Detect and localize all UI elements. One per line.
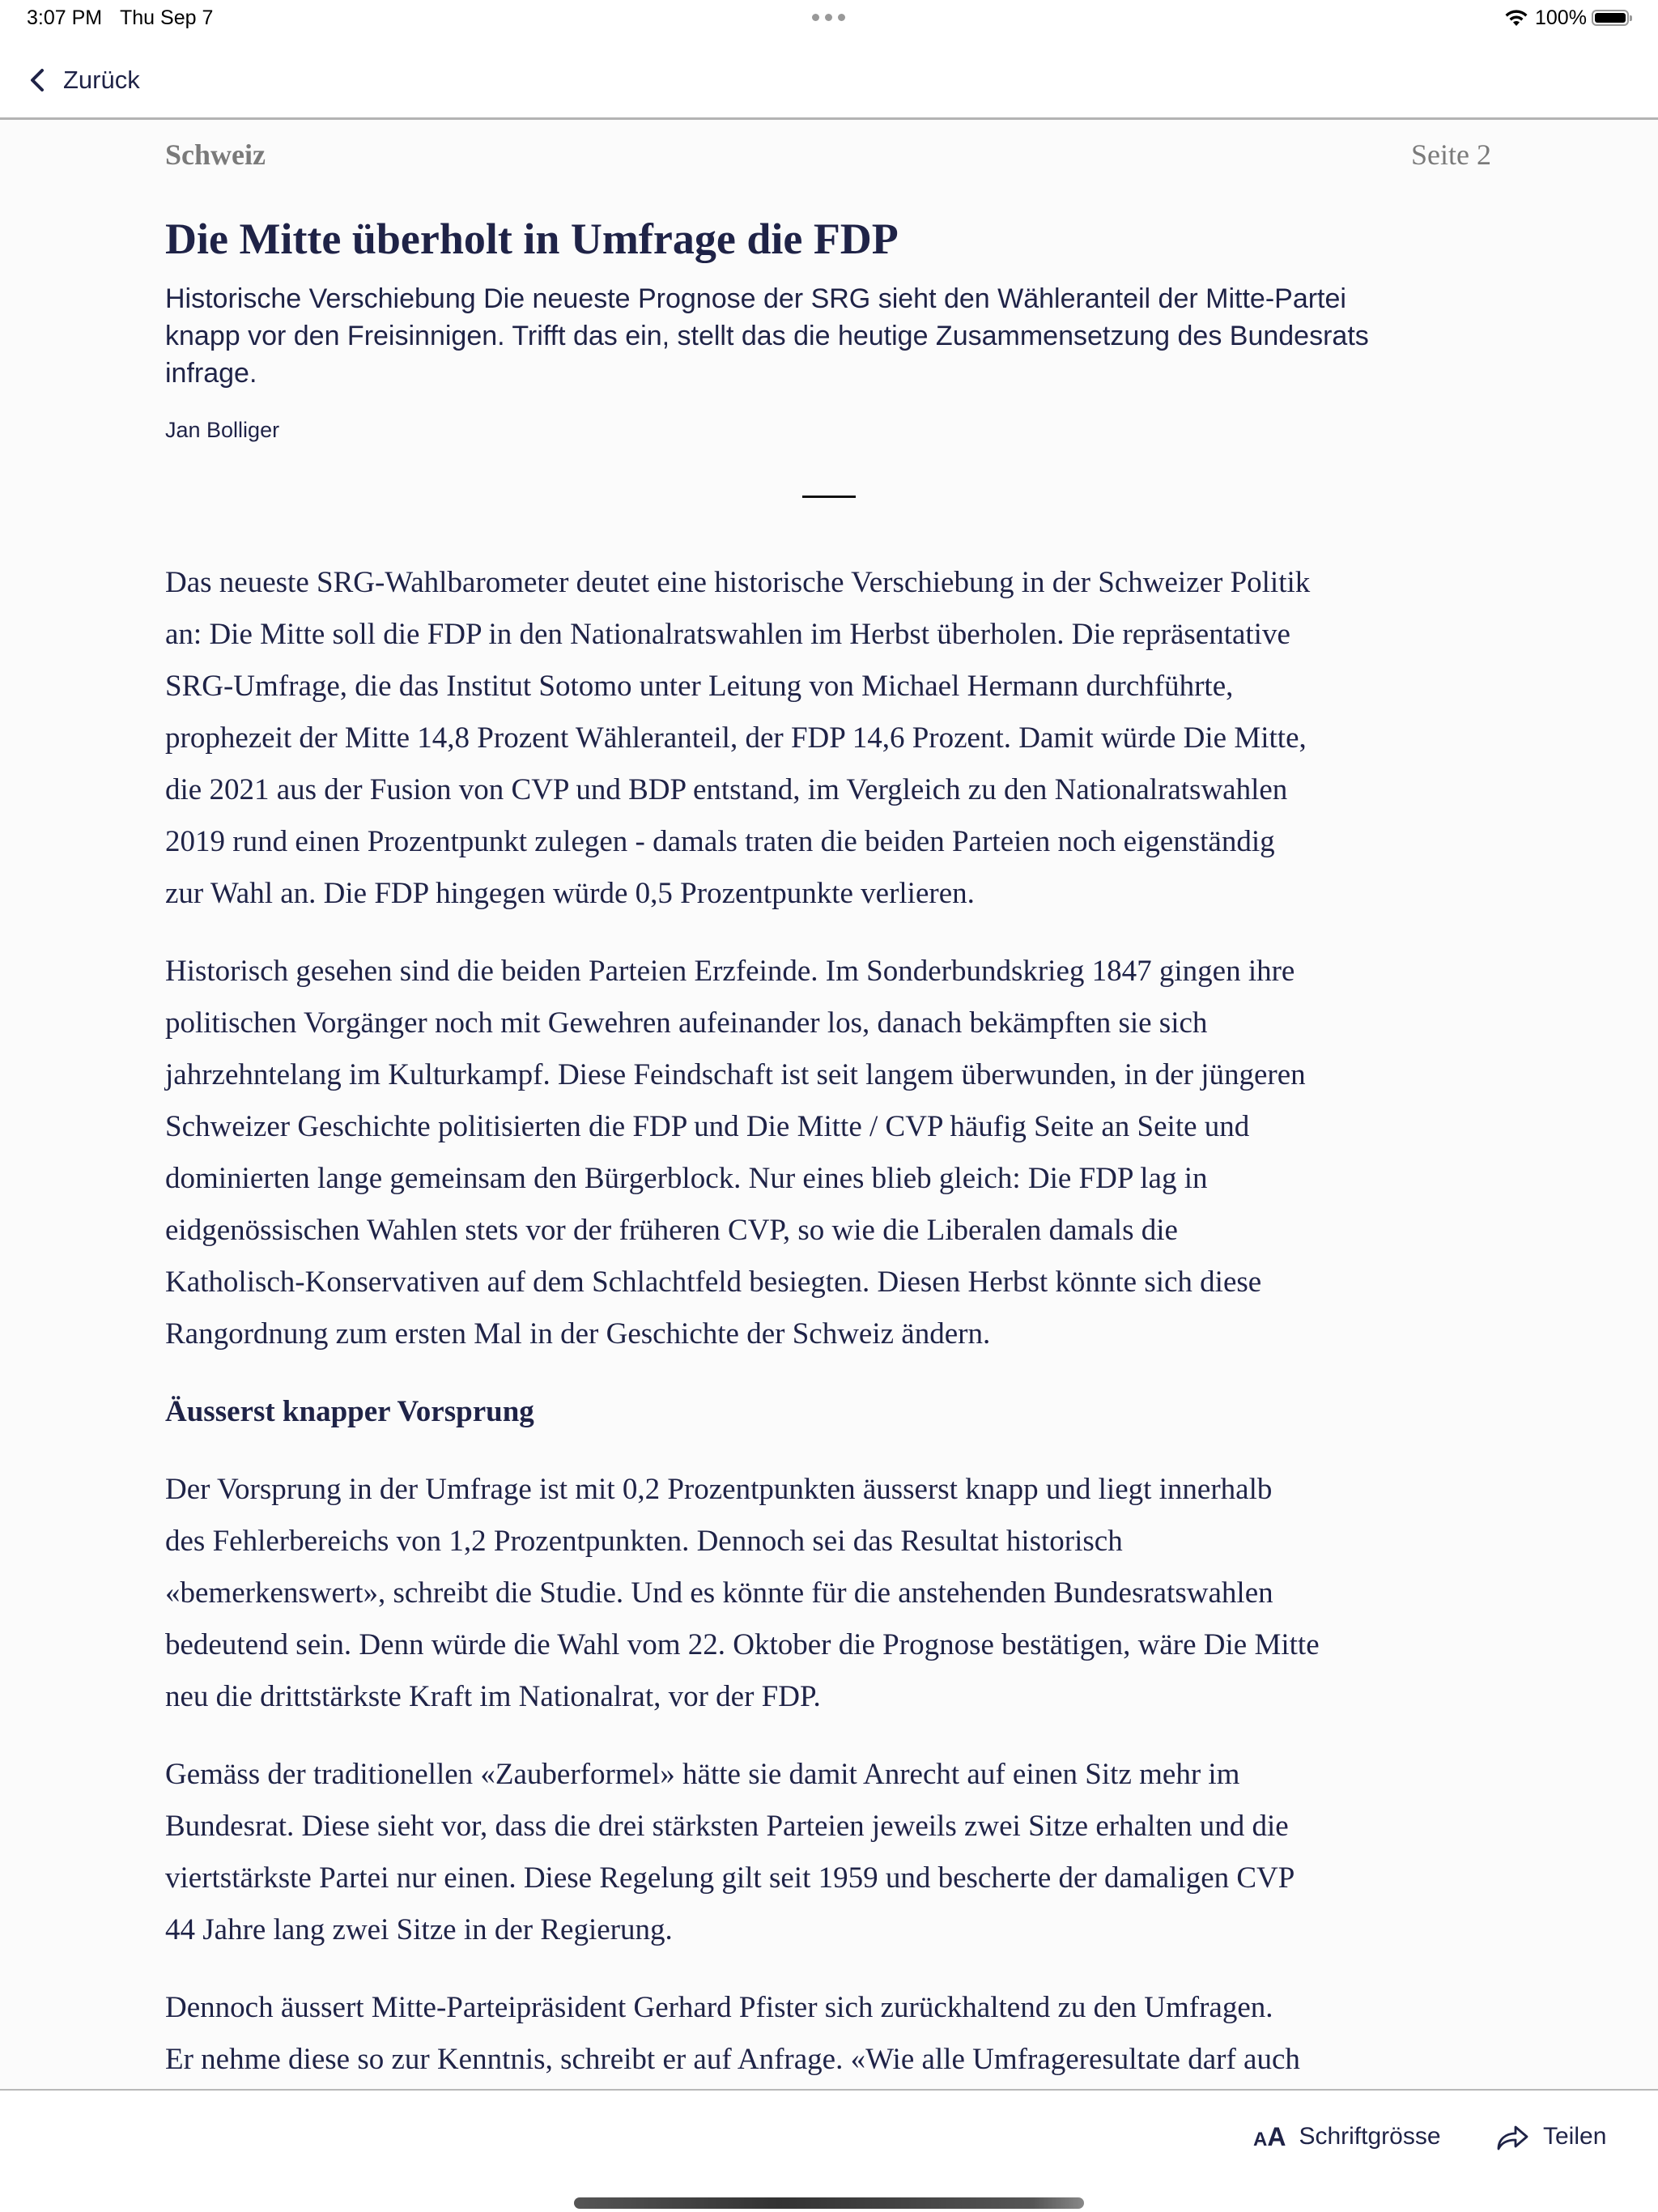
section-label: Schweiz bbox=[165, 138, 266, 171]
multitasking-dots-icon[interactable] bbox=[812, 14, 845, 21]
paragraph-line: neu die drittstärkste Kraft im Nationalrat, vor der FDP. bbox=[165, 1680, 821, 1713]
article-content[interactable] bbox=[0, 120, 1658, 2089]
article-subheading: Äusserst knapper Vorsprung bbox=[165, 1395, 534, 1428]
text-size-icon: A A bbox=[1253, 2121, 1286, 2151]
wifi-icon bbox=[1504, 9, 1528, 27]
font-size-label: Schriftgrösse bbox=[1299, 2123, 1441, 2150]
paragraph-line: Das neueste SRG-Wahlbarometer deutet eine historische Verschiebung in der Schweizer Politik bbox=[165, 566, 1311, 599]
paragraph-line: Er nehme diese so zur Kenntnis, schreibt er auf Anfrage. «Wie alle Umfrageresultate darf auch bbox=[165, 2043, 1300, 2076]
status-date: Thu Sep 7 bbox=[120, 6, 214, 29]
lead-line: knapp vor den Freisinnigen. Trifft das ein, stellt das die heutige Zusammensetzung des Bundesrats bbox=[165, 321, 1369, 351]
font-size-button[interactable] bbox=[1253, 2118, 1441, 2155]
paragraph-line: Katholisch-Konservativen auf dem Schlachtfeld besiegten. Diesen Herbst könnte sich diese bbox=[165, 1266, 1262, 1299]
paragraph-line: Rangordnung zum ersten Mal in der Geschichte der Schweiz ändern. bbox=[165, 1317, 991, 1351]
home-indicator[interactable] bbox=[574, 2197, 1084, 2209]
battery-percentage: 100% bbox=[1535, 6, 1587, 29]
paragraph-line: 2019 rund einen Prozentpunkt zulegen - damals traten die beiden Parteien noch eigenständig bbox=[165, 825, 1275, 858]
author-byline: Jan Bolliger bbox=[165, 418, 280, 442]
paragraph-line: prophezeit der Mitte 14,8 Prozent Wähleranteil, der FDP 14,6 Prozent. Damit würde Die Mitte, bbox=[165, 721, 1307, 755]
paragraph-line: an: Die Mitte soll die FDP in den Nationalratswahlen im Herbst überholen. Die repräsentative bbox=[165, 618, 1290, 651]
back-button[interactable] bbox=[28, 57, 140, 104]
battery-icon bbox=[1592, 10, 1629, 26]
article-title: Die Mitte überholt in Umfrage die FDP bbox=[165, 215, 899, 263]
paragraph-line: viertstärkste Partei nur einen. Diese Regelung gilt seit 1959 und bescherte der damaligen CVP bbox=[165, 1861, 1295, 1895]
paragraph-line: dominierten lange gemeinsam den Bürgerblock. Nur eines blieb gleich: Die FDP lag in bbox=[165, 1162, 1208, 1195]
share-arrow-icon bbox=[1496, 2120, 1530, 2154]
separator-rule bbox=[802, 496, 856, 498]
paragraph-line: des Fehlerbereichs von 1,2 Prozentpunkten. Dennoch sei das Resultat historisch bbox=[165, 1525, 1123, 1558]
paragraph-line: Bundesrat. Diese sieht vor, dass die drei stärksten Parteien jeweils zwei Sitze erhalten und die bbox=[165, 1810, 1289, 1843]
paragraph-line: 44 Jahre lang zwei Sitze in der Regierung. bbox=[165, 1913, 673, 1946]
paragraph-line: SRG-Umfrage, die das Institut Sotomo unter Leitung von Michael Hermann durchführte, bbox=[165, 670, 1234, 703]
share-label: Teilen bbox=[1543, 2123, 1607, 2150]
paragraph-line: eidgenössischen Wahlen stets vor der früheren CVP, so wie die Liberalen damals die bbox=[165, 1214, 1178, 1247]
status-time: 3:07 PM bbox=[27, 6, 103, 29]
page-number: Seite 2 bbox=[1411, 138, 1491, 171]
paragraph-line: jahrzehntelang im Kulturkampf. Diese Feindschaft ist seit langem überwunden, in der jüngeren bbox=[165, 1058, 1306, 1091]
bottom-toolbar bbox=[0, 2089, 1658, 2212]
paragraph-line: Historisch gesehen sind die beiden Parteien Erzfeinde. Im Sonderbundskrieg 1847 gingen ihre bbox=[165, 955, 1295, 988]
paragraph-line: politischen Vorgänger noch mit Gewehren aufeinander los, danach bekämpften sie sich bbox=[165, 1006, 1208, 1040]
chevron-left-icon bbox=[28, 68, 47, 92]
lead-line: Historische Verschiebung Die neueste Prognose der SRG sieht den Wähleranteil der Mitte-Partei bbox=[165, 283, 1346, 314]
paragraph-line: bedeutend sein. Denn würde die Wahl vom 22. Oktober die Prognose bestätigen, wäre Die Mitte bbox=[165, 1628, 1320, 1661]
navigation-bar bbox=[0, 40, 1658, 120]
article-lead bbox=[165, 280, 1509, 392]
paragraph-line: Der Vorsprung in der Umfrage ist mit 0,2 Prozentpunkten äusserst knapp und liegt innerhalb bbox=[165, 1473, 1273, 1506]
paragraph-line: Dennoch äussert Mitte-Parteipräsident Gerhard Pfister sich zurückhaltend zu den Umfragen. bbox=[165, 1991, 1273, 2024]
paragraph-line: «bemerkenswert», schreibt die Studie. Und es könnte für die anstehenden Bundesratswahlen bbox=[165, 1576, 1273, 1610]
paragraph-line: zur Wahl an. Die FDP hingegen würde 0,5 Prozentpunkte verlieren. bbox=[165, 877, 975, 910]
lead-line: infrage. bbox=[165, 358, 257, 389]
share-button[interactable] bbox=[1496, 2118, 1606, 2155]
back-label: Zurück bbox=[63, 66, 140, 94]
paragraph-line: Schweizer Geschichte politisierten die FDP und Die Mitte / CVP häufig Seite an Seite und bbox=[165, 1110, 1250, 1143]
status-bar bbox=[0, 0, 1658, 40]
paragraph-line: die 2021 aus der Fusion von CVP und BDP entstand, im Vergleich zu den Nationalratswahlen bbox=[165, 773, 1288, 806]
paragraph-line: Gemäss der traditionellen «Zauberformel» hätte sie damit Anrecht auf einen Sitz mehr im bbox=[165, 1758, 1240, 1791]
